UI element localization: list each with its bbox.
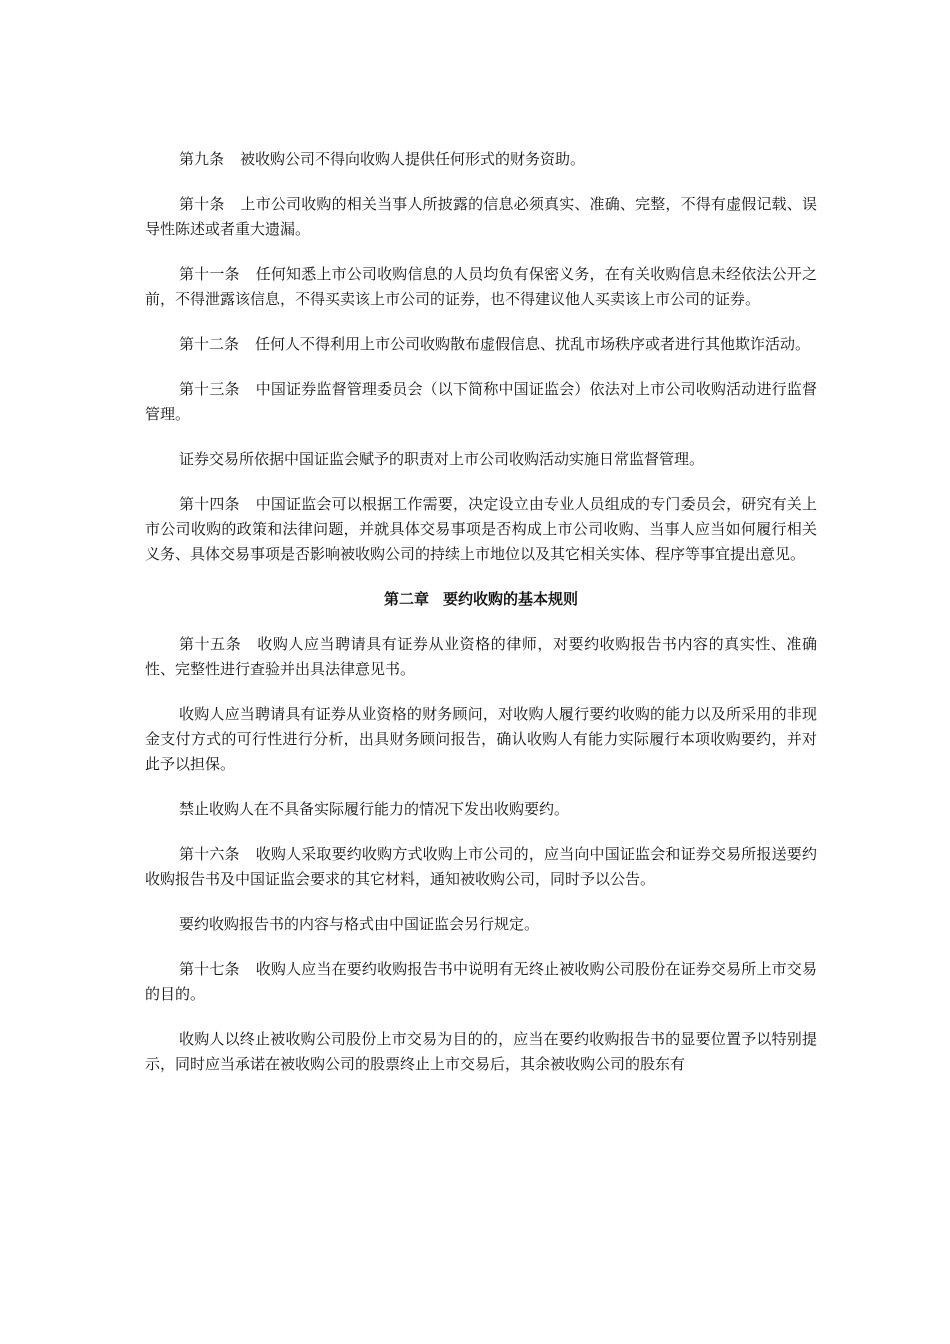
paragraph-text: 证券交易所依据中国证监会赋予的职责对上市公司收购活动实施日常监督管理。 [179, 450, 705, 468]
chapter-number: 第二章 [383, 590, 429, 608]
article-16 [145, 842, 817, 892]
article-text: 任何知悉上市公司收购信息的人员均负有保密义务，在有关收购信息未经依法公开之前，不得泄露该信息，不得买卖该上市公司的证券，也不得建议他人买卖该上市公司的证券。 [145, 265, 817, 308]
chapter-title: 要约收购的基本规则 [443, 590, 579, 608]
article-text: 收购人采取要约收购方式收购上市公司的，应当向中国证监会和证券交易所报送要约收购报告书及中国证监会要求的其它材料，通知被收购公司，同时予以公告。 [145, 845, 817, 888]
article-text: 中国证券监督管理委员会（以下简称中国证监会）依法对上市公司收购活动进行监督管理。 [145, 380, 817, 423]
article-number: 第十条 [179, 195, 225, 213]
article-9 [145, 147, 817, 172]
article-number: 第十七条 [179, 960, 240, 978]
article-13 [145, 377, 817, 427]
article-text: 任何人不得利用上市公司收购散布虚假信息、扰乱市场秩序或者进行其他欺诈活动。 [255, 335, 811, 353]
article-number: 第九条 [179, 150, 225, 168]
article-number: 第十四条 [179, 495, 240, 513]
article-number: 第十五条 [179, 635, 242, 653]
article-text: 上市公司收购的相关当事人所披露的信息必须真实、准确、完整，不得有虚假记载、误导性陈述或者重大遗漏。 [145, 195, 817, 238]
article-17-paragraph-2 [145, 1027, 817, 1077]
article-text: 收购人应当在要约收购报告书中说明有无终止被收购公司股份在证券交易所上市交易的目的。 [145, 960, 817, 1003]
article-13-paragraph-2 [145, 447, 817, 472]
article-14 [145, 492, 817, 567]
paragraph-text: 要约收购报告书的内容与格式由中国证监会另行规定。 [179, 915, 540, 933]
article-number: 第十一条 [179, 265, 240, 283]
chapter-heading [145, 587, 817, 612]
paragraph-text: 禁止收购人在不具备实际履行能力的情况下发出收购要约。 [179, 800, 570, 818]
article-16-paragraph-2 [145, 912, 817, 937]
paragraph-text: 收购人应当聘请具有证券从业资格的财务顾问，对收购人履行要约收购的能力以及所采用的非现金支付方式的可行性进行分析，出具财务顾问报告，确认收购人有能力实际履行本项收购要约，并对此予以担保。 [145, 705, 817, 773]
article-number: 第十六条 [179, 845, 240, 863]
article-11 [145, 262, 817, 312]
article-number: 第十二条 [179, 335, 240, 353]
paragraph-text: 收购人以终止被收购公司股份上市交易为目的的，应当在要约收购报告书的显要位置予以特别提示，同时应当承诺在被收购公司的股票终止上市交易后，其余被收购公司的股东有 [145, 1030, 817, 1073]
document-page [145, 147, 817, 1097]
article-10 [145, 192, 817, 242]
article-15-paragraph-2 [145, 702, 817, 777]
article-15-paragraph-3 [145, 797, 817, 822]
article-17 [145, 957, 817, 1007]
article-text: 收购人应当聘请具有证券从业资格的律师，对要约收购报告书内容的真实性、准确性、完整性进行查验并出具法律意见书。 [145, 635, 817, 678]
article-text: 被收购公司不得向收购人提供任何形式的财务资助。 [240, 150, 586, 168]
article-text: 中国证监会可以根据工作需要，决定设立由专业人员组成的专门委员会，研究有关上市公司收购的政策和法律问题，并就具体交易事项是否构成上市公司收购、当事人应当如何履行相关义务、具体交易事项是否影响被收购公司的持续上市地位以及其它相关实体、程序等事宜提出意见。 [145, 495, 817, 563]
article-15 [145, 632, 817, 682]
article-12 [145, 332, 817, 357]
article-number: 第十三条 [179, 380, 240, 398]
